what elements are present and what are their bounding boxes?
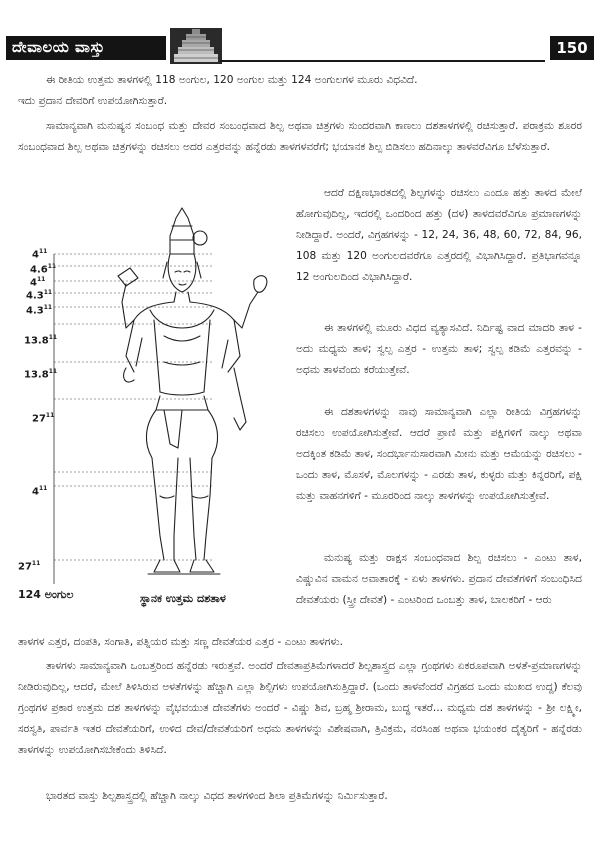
temple-tower-icon bbox=[170, 28, 222, 64]
paragraph-6-column: ಮನುಷ್ಯ ಮತ್ತು ರಾಕ್ಷಸ ಸಂಬಂಧವಾದ ಶಿಲ್ಪ ರಚಿಸಲು - ಎಂಟು ತಾಳ, ವಿಷ್ಣುವಿನ ವಾಮನ ಅವಾತಾರಕ್ಕೆ - ಏಳು ತಾಳಗಳು. ಪ್ರದಾನ ದೇವತೆಗಳಿಗೆ ಸಂಬಂಧಿಸಿದ ದೇವತೆಯರು (ಸ್ತ್ರೀ ದೇವತೆ) - ಎಂಟರಿಂದ ಒಂಬತ್ತು ತಾಳ, ಬಾಲಕರಿಗೆ - ಆರು bbox=[296, 552, 582, 606]
measurement-label: $4^{11}$ bbox=[32, 248, 48, 261]
header-rule bbox=[220, 60, 545, 62]
paragraph-6-continued: ತಾಳಗಳ ಎತ್ತರ, ದಂಪತಿ, ಸಂಗಾತಿ, ಪತ್ನಿಯರ ಮತ್ತು ಸಣ್ಣ ದೇವತೆಯರ ಎತ್ತರ - ಎಂಟು ತಾಳಗಳು. bbox=[18, 636, 343, 648]
paragraph-2: ಸಾಮಾನ್ಯವಾಗಿ ಮನುಷ್ಯನ ಸಂಬಂಧ ಮತ್ತು ದೇವರ ಸಂಬಂಧವಾದ ಶಿಲ್ಪ ಅಥವಾ ಚಿತ್ರಗಳು ಸುಂದರವಾಗಿ ಕಾಣಲು ದಶತಾಳಗಳಲ್ಲಿ ರಚಿಸುತ್ತಾರೆ. ಪರಾಕ್ರಮ ಶೂರರ ಸಂಬಂಧವಾದ ಶಿಲ್ಪ ಅಥವಾ ಚಿತ್ರಗಳನ್ನು ರಚಿಸಲು ಅದರ ಎತ್ತರವನ್ನು ಹನ್ನೆರಡು ತಾಳಗಳವರೆಗೆ; ಭಯಾನಕ ಶಿಲ್ಪ ಬಿಡಿಸಲು ಹದಿನಾಲ್ಕು ತಾಳವರೆವಿಗೂ ಬೆಳೆಸುತ್ತಾರೆ. bbox=[18, 120, 582, 153]
measurement-label: 13.8$^{11}$ bbox=[24, 334, 58, 347]
paragraph-1-line-1: ಈ ರೀತಿಯ ಉತ್ತಮ ತಾಳಗಳಲ್ಲಿ 118 ಅಂಗುಲ, 120 ಅಂಗುಲ ಮತ್ತು 124 ಅಂಗುಲಗಳ ಮೂರು ವಿಧವಿದೆ. bbox=[46, 74, 418, 86]
paragraph-1-line-2: ಇದು ಪ್ರದಾನ ದೇವರಿಗೆ ಉಪಯೋಗಿಸುತ್ತಾರೆ. bbox=[18, 95, 168, 107]
paragraph-3: ಆದರೆ ದಕ್ಷಿಣಭಾರತದಲ್ಲಿ ಶಿಲ್ಪಗಳನ್ನು ರಚಿಸಲು ಎಂದೂ ಹತ್ತು ತಾಳದ ಮೇಲೆ ಹೋಗುವುದಿಲ್ಲ, ಇದರಲ್ಲಿ ಒಂದರಿಂದ ಹತ್ತು (ದಳ) ತಾಳದವರೆವಿಗೂ ಪ್ರಮಾಣಗಳನ್ನು ನೀಡಿದ್ದಾರೆ. ಅಂದರೆ, ವಿಗ್ರಹಗಳನ್ನು - 12, 24, 36, 48, 60, 72, 84, 96, 108 ಮತ್ತು 120 ಅಂಗುಲದವರೆಗೂ ಎತ್ತರದಲ್ಲಿ ವಿಭಾಗಿಸಿದ್ದಾರೆ. ಪ್ರತಿಭಾಗವನ್ನೂ 12 ಅಂಗುಲದಿಂದ ವಿಭಾಗಿಸಿದ್ದಾರೆ. bbox=[296, 187, 582, 283]
page-title: ದೇವಾಲಯ ವಾಸ್ತು bbox=[12, 38, 105, 56]
figure-caption: ಸ್ಥಾನಕ ಉತ್ತಮ ದಶತಾಳ bbox=[140, 592, 226, 605]
measurement-label: $4.3^{11}$ bbox=[26, 289, 53, 302]
total-height-label: 124 ಅಂಗುಲ bbox=[18, 588, 74, 601]
measurement-label: $27^{11}$ bbox=[32, 412, 55, 425]
paragraph-4: ಈ ತಾಳಗಳಲ್ಲಿ ಮೂರು ವಿಧದ ವ್ಯತ್ಯಾಸವಿದೆ. ನಿರ್ದಿಷ್ಟ ವಾದ ಮಾದರಿ ತಾಳ - ಅದು ಮಧ್ಯಮ ತಾಳ; ಸ್ವಲ್ಪ ಎತ್ತರ - ಉತ್ತಮ ತಾಳ; ಸ್ವಲ್ಪ ಕಡಿಮೆ ಎತ್ತರವನ್ನು - ಅಧಮ ತಾಳವೆಂದು ಕರೆಯುತ್ತೇವೆ. bbox=[296, 322, 582, 376]
paragraph-5: ಈ ದಶತಾಳಗಳನ್ನು ನಾವು ಸಾಮಾನ್ಯವಾಗಿ ಎಲ್ಲಾ ರೀತಿಯ ವಿಗ್ರಹಗಳನ್ನು ರಚಿಸಲು ಉಪಯೋಗಿಸುತ್ತೇವೆ. ಆದರೆ ಪ್ರಾಣಿ ಮತ್ತು ಪಕ್ಷಿಗಳಿಗೆ ನಾಲ್ಕು ಅಥವಾ ಅದಕ್ಕಿಂತ ಕಡಿಮೆ ತಾಳ, ಸಂದರ್ಭಾನುಸಾರವಾಗಿ ಮೀನು ಮತ್ತು ಆಮೆಯನ್ನು ರಚಿಸಲು - ಒಂದು ತಾಳ, ಮೊಸಳೆ, ಮೊಲಗಳನ್ನು - ಎರಡು ತಾಳ, ಕುಳ್ಳರು ಮತ್ತು ಕಿನ್ನರರಿಗೆ, ಪಕ್ಷಿ ಮತ್ತು ವಾಹನಗಳಿಗೆ - ಮೂರರಿಂದ ನಾಲ್ಕು ತಾಳಗಳನ್ನು ಉಪಯೋಗಿಸುತ್ತೇವೆ. bbox=[296, 406, 582, 502]
page-number: 150 bbox=[550, 36, 594, 60]
measurement-label: 13.8$^{11}$ bbox=[24, 368, 58, 381]
page-header bbox=[6, 28, 594, 64]
measurement-label: $4^{11}$ bbox=[30, 276, 46, 289]
proportion-figure bbox=[14, 196, 292, 620]
measurement-label: $4^{11}$ bbox=[32, 485, 48, 498]
deity-drawing bbox=[14, 196, 292, 620]
measurement-label: $4.3^{11}$ bbox=[26, 304, 53, 317]
paragraph-7: ತಾಳಗಳು ಸಾಮಾನ್ಯವಾಗಿ ಒಂಬತ್ತರಿಂದ ಹನ್ನೆರಡು ಇರುತ್ತವೆ. ಅಂದರೆ ದೇವತಾಪ್ರತಿಮೆಗಳಾದರೆ ಶಿಲ್ಪಶಾಸ್ತ್ರದ ಎಲ್ಲಾ ಗ್ರಂಥಗಳು ಏಕರೂಪವಾಗಿ ಅಳತೆ-ಪ್ರಮಾಣಗಳನ್ನು ನೀಡಿರುವುದಿಲ್ಲ, ಆದರೆ, ಮೇಲೆ ತಿಳಿಸಿರುವ ಅಳತೆಗಳನ್ನು ಹೆಚ್ಚಾಗಿ ಎಲ್ಲಾ ಶಿಲ್ಪಿಗಳು ಉಪಯೋಗಿಸುತ್ತಿದ್ದಾರೆ. (ಒಂದು ತಾಳವೆಂದರೆ ವಿಗ್ರಹದ ಒಂದು ಮುಖದ ಉದ್ದ) ಕೆಲವು ಗ್ರಂಥಗಳ ಪ್ರಕಾರ ಉತ್ತಮ ದಶ ತಾಳಗಳನ್ನು ವೈಭವಯುತ ದೇವತೆಗಳು ಅಂದರೆ - ವಿಷ್ಣು ಶಿವ, ಬ್ರಹ್ಮ ಶ್ರೀರಾಮ, ಬುದ್ಧ ಇತರೆ... ಮಧ್ಯಮ ದಶ ತಾಳಗಳನ್ನು - ಶ್ರೀ ಲಕ್ಷ್ಮೀ, ಸರಸ್ವತಿ, ಪಾರ್ವತಿ ಇತರ ದೇವತೆಯರಿಗೆ, ಉಳಿದ ದೇವ/ದೇವತೆಯರಿಗೆ ಅಧಮ ತಾಳಗಳನ್ನು ವಿಶೇಷವಾಗಿ, ತ್ರಿವಿಕ್ರಮ, ನರಸಿಂಹ ಅಥವಾ ಭಯಂಕರ ದೈತ್ಯರಿಗೆ - ಹನ್ನೆರಡು ತಾಳಗಳನ್ನು ಉಪಯೋಗಿಸಬೇಕೆಂದು ತಿಳಿಸಿದೆ. bbox=[18, 660, 582, 756]
measurement-label: $27^{11}$ bbox=[18, 560, 41, 573]
paragraph-8: ಭಾರತದ ವಾಸ್ತು ಶಿಲ್ಪಶಾಸ್ತ್ರದಲ್ಲಿ ಹೆಚ್ಚಾಗಿ ನಾಲ್ಕು ವಿಧದ ತಾಳಗಳಿಂದ ಶಿಲಾ ಪ್ರತಿಮೆಗಳನ್ನು ನಿರ್ಮಿಸುತ್ತಾರೆ. bbox=[46, 790, 388, 802]
measurement-label: $4.6^{11}$ bbox=[30, 263, 57, 276]
